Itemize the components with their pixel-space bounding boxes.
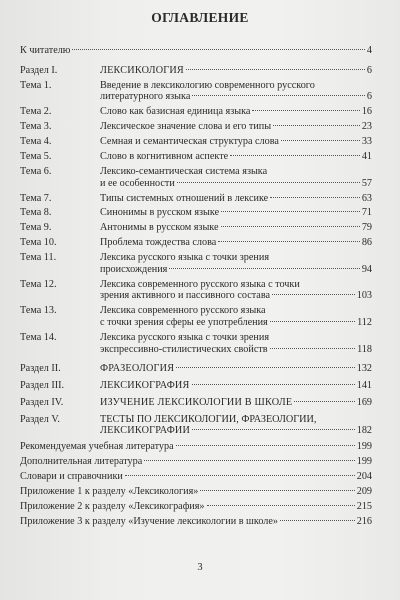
toc-entry (20, 456, 372, 468)
toc-entry-page: 199 (356, 455, 372, 467)
toc-entry-label: Раздел V. (20, 413, 60, 425)
dot-leader (218, 241, 360, 242)
toc-entry-label: Тема 14. (20, 332, 57, 343)
toc-entry-title-line: ТЕСТЫ ПО ЛЕКСИКОЛОГИИ, ФРАЗЕОЛОГИИ, (100, 413, 317, 425)
toc-entry-page: 79 (361, 222, 372, 234)
dot-leader (273, 125, 360, 126)
dot-leader (176, 445, 355, 446)
toc-entry (20, 237, 372, 249)
toc-entry-page: 199 (356, 441, 372, 453)
toc-entry-page: 169 (356, 396, 372, 408)
dot-leader (200, 490, 354, 491)
toc-entry-label: Раздел I. (20, 64, 58, 76)
toc-entry-label: Раздел IV. (20, 396, 64, 408)
toc-entry-label: Тема 7. (20, 192, 52, 204)
dot-leader (169, 268, 359, 269)
toc-entry-page: 86 (361, 237, 372, 249)
toc-entry-title-line: Типы системных отношений в лексике (100, 192, 269, 204)
toc-entry-label: Тема 4. (20, 136, 52, 148)
toc-entry-label: Тема 11. (20, 252, 57, 264)
toc-entry-page: 16 (361, 106, 372, 118)
toc-entry-title-line: Антонимы в русском языке (100, 222, 219, 234)
toc-entry-title-line: Проблема тождества слова (100, 237, 217, 249)
toc-entry-label: Тема 2. (20, 106, 52, 118)
toc-entry-label: Тема 10. (20, 237, 57, 249)
dot-leader (280, 520, 355, 521)
toc-entry-title-line: происхождения (100, 263, 168, 275)
toc-entry-page: 6 (366, 91, 372, 103)
toc-entry-label: Тема 1. (20, 79, 52, 91)
toc-entry (20, 397, 372, 409)
toc-entry-label: Тема 8. (20, 207, 52, 219)
toc-entry-label: Тема 3. (20, 121, 52, 133)
toc-entry-title-line: Рекомендуемая учебная литература (20, 441, 174, 453)
dot-leader (144, 460, 354, 461)
toc-entry-label: Раздел II. (20, 363, 61, 375)
toc-entry-page: 112 (357, 317, 372, 329)
toc-entry (20, 151, 372, 163)
toc-entry-title-line: Приложение 1 к разделу «Лексикология» (20, 485, 199, 497)
toc-entry (20, 279, 372, 302)
toc-entry-label: Тема 12. (20, 278, 57, 290)
dot-leader (221, 211, 360, 212)
toc-entry-title-line: Слово в когнитивном аспекте (100, 150, 229, 162)
table-of-contents (20, 45, 372, 530)
toc-entry-title-line: Дополнительная литература (20, 455, 143, 467)
toc-entry (20, 252, 372, 275)
toc-entry (20, 486, 372, 498)
dot-leader (192, 95, 365, 96)
dot-leader (281, 140, 360, 141)
dot-leader (72, 49, 364, 50)
toc-entry-title-line: Приложение 2 к разделу «Лексикография» (20, 500, 205, 512)
toc-entry-title-line: ЛЕКСИКОГРАФИЯ (100, 380, 190, 392)
toc-entry-page: 4 (366, 45, 372, 56)
toc-entry-page: 33 (361, 136, 372, 148)
toc-entry-label: Тема 9. (20, 222, 52, 234)
toc-entry (20, 414, 372, 437)
dot-leader (270, 321, 355, 322)
toc-entry (20, 441, 372, 453)
toc-entry-title-line: ЛЕКСИКОГРАФИИ (100, 425, 191, 437)
toc-entry-title-line: с точки зрения сферы ее употребления (100, 317, 268, 329)
toc-entry (20, 166, 372, 189)
toc-entry (20, 222, 372, 234)
dot-leader (270, 197, 360, 198)
page-number: 3 (197, 562, 203, 573)
toc-entry-title-line: Слово как базисная единица языка (100, 106, 251, 118)
dot-leader (272, 294, 355, 295)
toc-entry (20, 45, 372, 57)
toc-entry-title-line: К читателю (20, 45, 71, 56)
toc-entry (20, 65, 372, 77)
dot-leader (176, 367, 355, 368)
toc-entry-page: 103 (356, 290, 372, 302)
toc-entry-title-line: ФРАЗЕОЛОГИЯ (100, 363, 175, 375)
dot-leader (192, 384, 355, 385)
toc-entry-title-line: и ее особенности (100, 177, 175, 189)
toc-entry-title-line: ИЗУЧЕНИЕ ЛЕКСИКОЛОГИИ В ШКОЛЕ (100, 396, 293, 408)
toc-entry (20, 471, 372, 483)
toc-entry (20, 136, 372, 148)
dot-leader (125, 475, 355, 476)
dot-leader (221, 226, 360, 227)
toc-entry (20, 363, 372, 375)
toc-entry-title-line: Лексика современного русского языка с точки (100, 278, 300, 290)
toc-entry-page: 141 (356, 380, 372, 392)
toc-entry (20, 193, 372, 205)
toc-entry (20, 207, 372, 219)
toc-entry-title-line: зрения активного и пассивного состава (100, 290, 271, 302)
toc-entry-page: 57 (361, 177, 372, 189)
dot-leader (294, 401, 354, 402)
toc-entry-title-line: Лексика современного русского языка (100, 305, 266, 317)
toc-entry-title-line: Введение в лексикологию современного русского (100, 79, 315, 91)
toc-entry-label: Тема 6. (20, 165, 52, 177)
page-title: ОГЛАВЛЕНИЕ (151, 10, 249, 25)
toc-entry-page: 216 (356, 515, 372, 527)
toc-entry-title-line: Лексика русского языка с точки зрения (100, 252, 270, 264)
toc-entry-title-line: экспрессивно-стилистических свойств (100, 343, 268, 355)
toc-entry-page: 204 (356, 470, 372, 482)
toc-entry (20, 516, 372, 528)
toc-entry-page: 215 (356, 500, 372, 512)
toc-entry (20, 501, 372, 513)
toc-entry-title-line: ЛЕКСИКОЛОГИЯ (100, 64, 184, 76)
toc-entry (20, 106, 372, 118)
toc-entry-title-line: Лексико-семантическая система языка (100, 165, 268, 177)
dot-leader (252, 110, 359, 111)
toc-entry-label: Тема 5. (20, 150, 52, 162)
toc-entry (20, 121, 372, 133)
toc-entry-page: 94 (361, 263, 372, 275)
toc-entry (20, 332, 372, 355)
toc-entry-page: 118 (357, 343, 372, 355)
toc-entry-title-line: литературного языка (100, 91, 191, 103)
toc-entry-page: 41 (361, 150, 372, 162)
dot-leader (192, 429, 355, 430)
dot-leader (186, 69, 365, 70)
toc-entry-page: 23 (361, 121, 372, 133)
dot-leader (230, 155, 360, 156)
toc-entry-page: 71 (361, 207, 372, 219)
toc-entry-page: 209 (356, 485, 372, 497)
toc-entry-title-line: Лексическое значение слова и его типы (100, 121, 272, 133)
dot-leader (207, 505, 355, 506)
toc-entry-title-line: Синонимы в русском языке (100, 207, 220, 219)
toc-entry-page: 63 (361, 192, 372, 204)
dot-leader (177, 182, 360, 183)
toc-entry (20, 305, 372, 328)
toc-entry-label: Раздел III. (20, 380, 65, 392)
dot-leader (270, 348, 355, 349)
toc-entry-title-line: Семная и семантическая структура слова (100, 136, 279, 148)
toc-entry-title-line: Словари и справочники (20, 470, 123, 482)
toc-entry (20, 80, 372, 103)
toc-entry-label: Тема 13. (20, 305, 57, 317)
toc-entry-title-line: Приложение 3 к разделу «Изучение лексикологии в школе» (20, 515, 278, 527)
toc-entry-title-line: Лексика русского языка с точки зрения (100, 332, 270, 343)
toc-entry-page: 182 (356, 425, 372, 437)
toc-entry (20, 380, 372, 392)
toc-entry-page: 132 (356, 363, 372, 375)
toc-entry-page: 6 (366, 64, 372, 76)
